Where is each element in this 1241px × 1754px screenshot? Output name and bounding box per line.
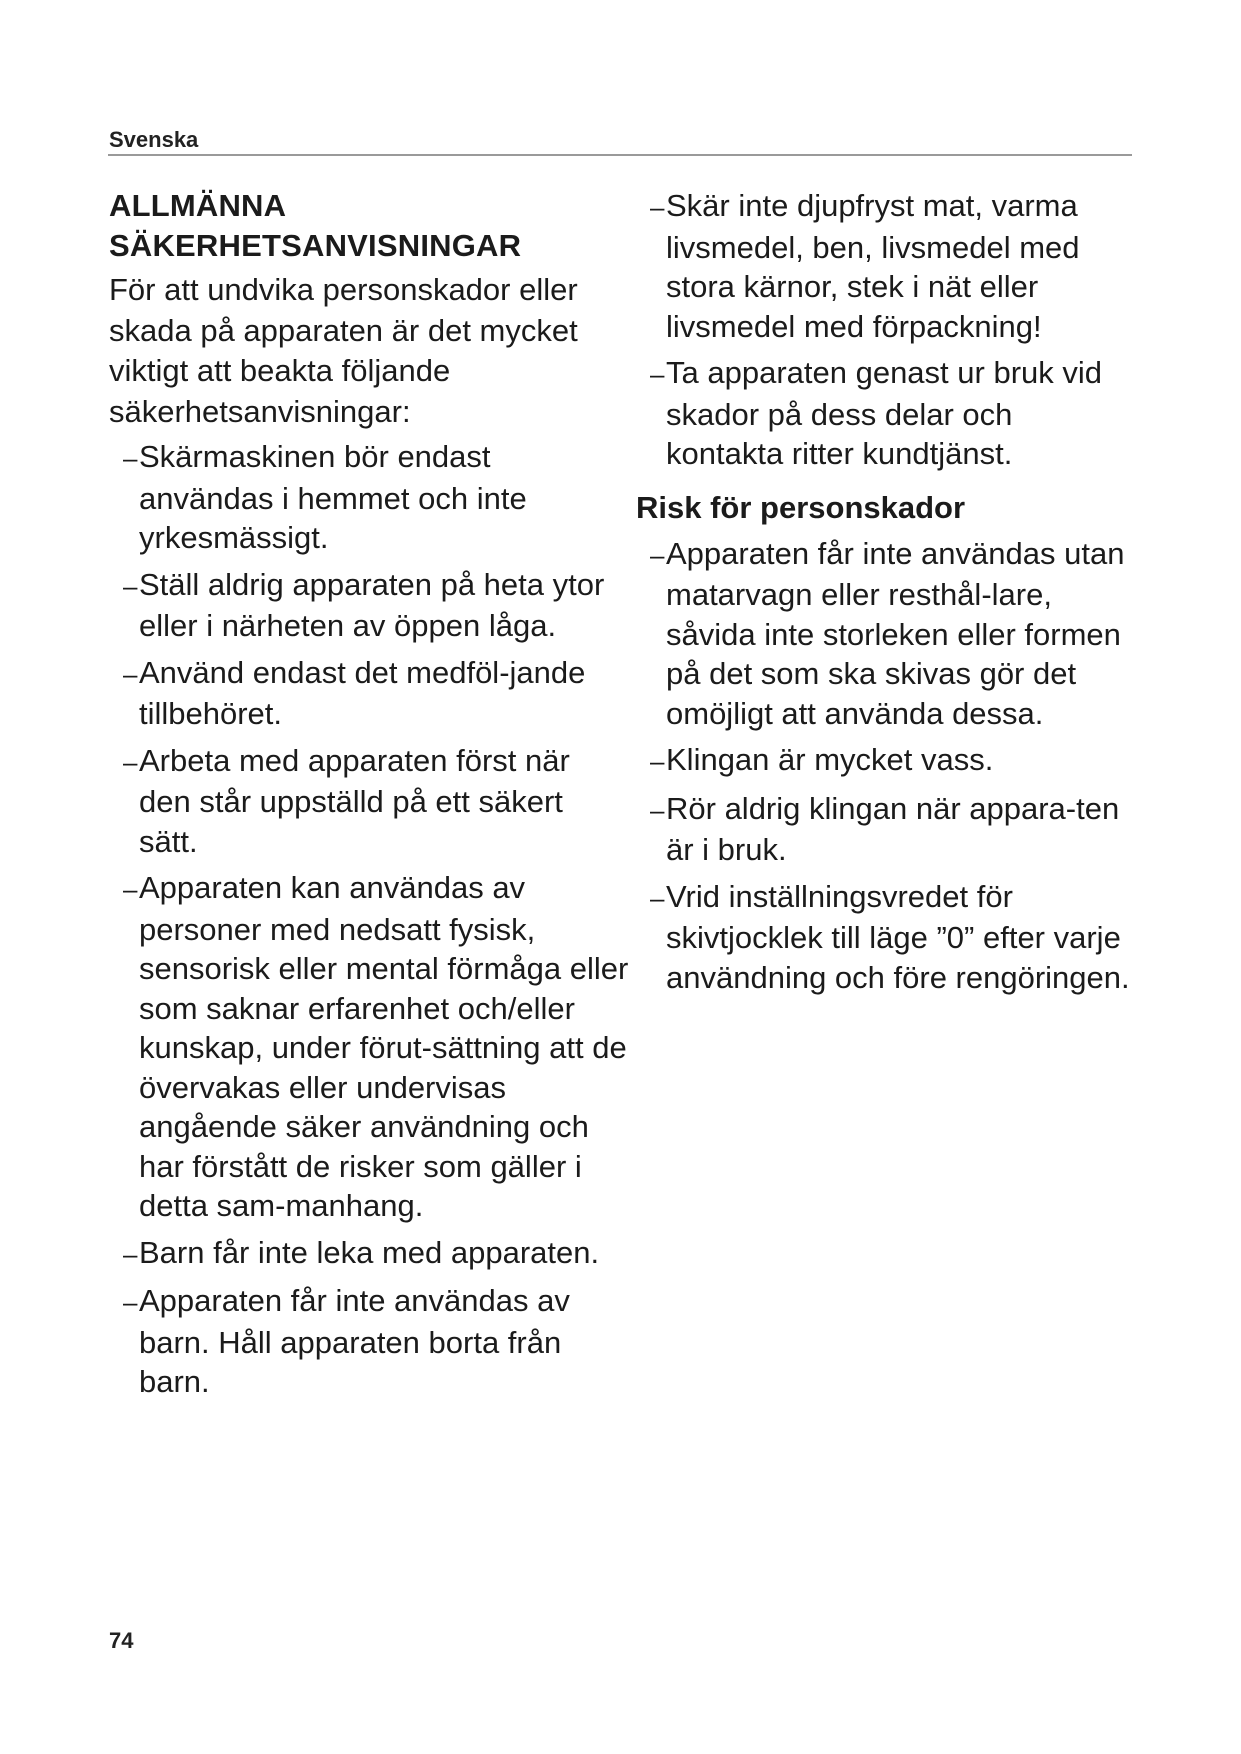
injury-risk-list (636, 534, 1136, 998)
header-language-label: Svenska (109, 127, 199, 152)
list-item: –Apparaten får inte användas av barn. Håll apparaten borta från barn. (123, 1283, 570, 1399)
header-divider (108, 154, 1132, 156)
list-item: –Ta apparaten genast ur bruk vid skador på dess delar och kontakta ritter kundtjänst. (650, 355, 1102, 471)
safety-list-general (109, 437, 629, 1402)
list-item: –Apparaten kan användas av personer med nedsatt fysisk, sensorisk eller mental förmåga eller som saknar erfarenhet och/eller kunskap, under förut-sättning att de övervakas eller undervisas angående säker användning och har förstått de risker som gäller i detta sam-manhang. (123, 870, 629, 1223)
list-item: –Rör aldrig klingan när appara-ten är i bruk. (650, 790, 1120, 867)
list-item: –Apparaten får inte användas utan matarvagn eller resthål-lare, såvida inte storleken eller formen på det som ska skivas gör det omöjligt att använda dessa. (650, 535, 1125, 731)
list-item: –Klingan är mycket vass. (650, 742, 994, 777)
right-column (636, 186, 1136, 1004)
list-item: –Använd endast det medföl-jande tillbehöret. (123, 654, 586, 731)
list-item: –Barn får inte leka med apparaten. (123, 1234, 600, 1270)
subsection-heading: Risk för personskador (636, 489, 966, 525)
list-item: –Vrid inställningsvredet för skivtjocklek till läge ”0” efter varje användning och före rengöringen. (650, 878, 1130, 995)
list-item: –Ställ aldrig apparaten på heta ytor eller i närheten av öppen låga. (123, 566, 605, 643)
left-column (109, 186, 629, 1409)
intro-paragraph: För att undvika personskador eller skada på apparaten är det mycket viktigt att beakta följande säkerhetsanvisningar: (109, 272, 578, 429)
section-heading: ALLMÄNNA SÄKERHETSANVISNINGAR (109, 188, 522, 263)
safety-list-continued (636, 186, 1136, 474)
list-item: –Skärmaskinen bör endast användas i hemmet och inte yrkesmässigt. (123, 439, 527, 555)
list-item: –Skär inte djupfryst mat, varma livsmedel, ben, livsmedel med stora kärnor, stek i nät eller livsmedel med förpackning! (650, 188, 1080, 344)
list-item: –Arbeta med apparaten först när den står uppställd på ett säkert sätt. (123, 742, 570, 859)
page-number: 74 (109, 1628, 134, 1653)
